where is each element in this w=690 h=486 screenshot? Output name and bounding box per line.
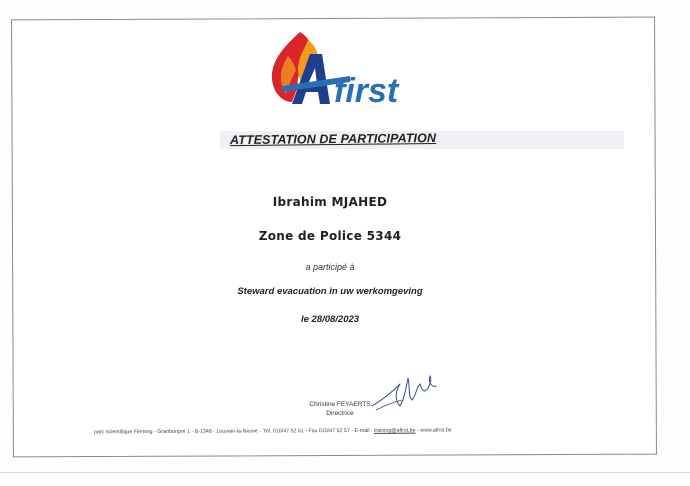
brand-text: first [334, 72, 399, 108]
certificate-title: ATTESTATION DE PARTICIPATION [229, 130, 437, 148]
course-date: le 28/08/2023 [300, 314, 360, 325]
signatory-role: Directrice [326, 410, 354, 417]
footer-website: - www.afirst.be [416, 427, 452, 434]
handwritten-signature [370, 366, 440, 416]
participated-text: a participé à [305, 262, 355, 272]
organization: Zone de Police 5344 [258, 229, 402, 243]
signatory-name: Christine FEYAERTS [309, 401, 371, 408]
course-name: Steward evacuation in uw werkomgeving [237, 286, 423, 297]
footer-email: training@afirst.be [373, 427, 416, 434]
scan-edge [0, 472, 690, 473]
footer-address: parc scientifique Fleming - Granbonpré 1 - B-1348 - Louvain-la-Neuve - Tél. 010/47 52 51 - Fax 010/47 52 57 - E-mail : [93, 427, 373, 436]
afirst-logo [252, 26, 412, 108]
flame-a-logo-icon [252, 26, 412, 108]
participant-name: Ibrahim MJAHED [272, 195, 388, 209]
